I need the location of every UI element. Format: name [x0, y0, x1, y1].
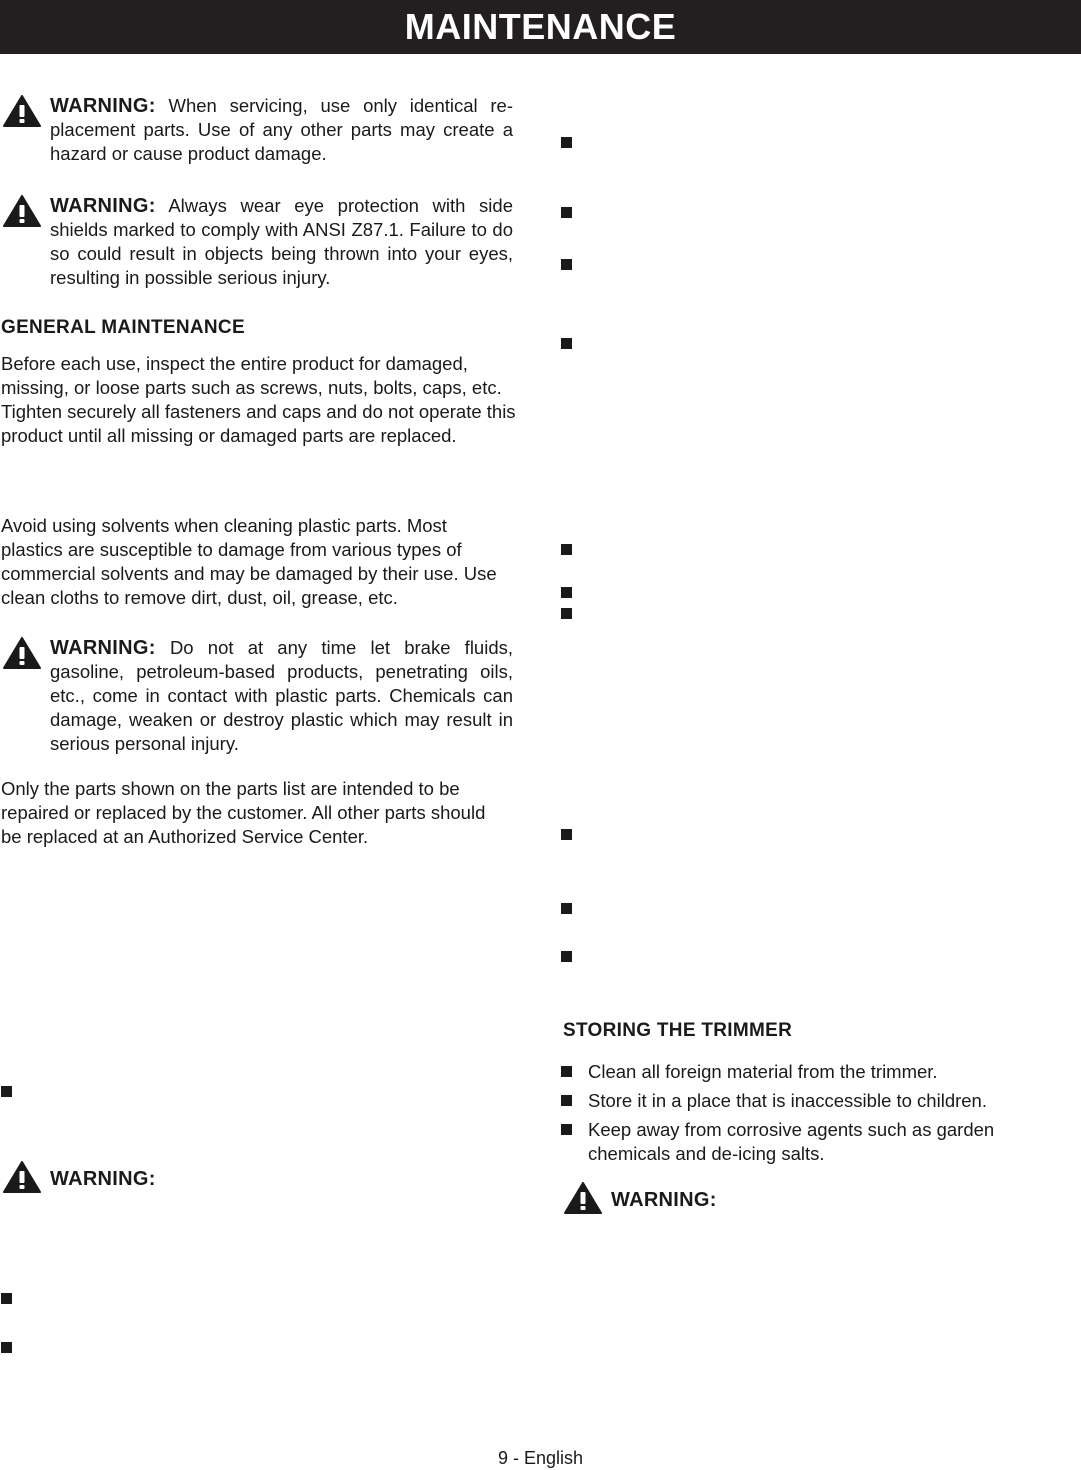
bullet-square [561, 207, 572, 218]
warning-icon [3, 95, 41, 127]
list-item-text: Keep away from corrosive agents such as garden chemicals and de-icing salts. [588, 1119, 995, 1164]
bullet-square [1, 1086, 12, 1097]
warning-icon [3, 195, 41, 227]
bullet-square [561, 587, 572, 598]
warning-label: WARNING: [50, 95, 156, 117]
general-maintenance-inspect-paragraph: Before each use, inspect the entire product for damaged, missing, or loose parts such as screws, nuts, bolts, caps, etc. Tighten securely all fasteners and caps and do not operate this product until all missing or damaged parts are replaced. [1, 353, 516, 446]
warning-eye-protection [3, 194, 513, 290]
general-maintenance-heading: GENERAL MAINTENANCE [1, 317, 245, 338]
warning-text: Do not at any time let brake fluids, gasoline, petroleum-based products, penetrating oils, etc., come in contact with plastic parts. Chemicals can damage, weaken or destroy plastic which may result in serious personal injury. [50, 637, 514, 754]
parts-list-paragraph: Only the parts shown on the parts list are intended to be repaired or replaced by the customer. All other parts should be replaced at an Authorized Service Center. [1, 778, 486, 847]
warning-icon [3, 1161, 41, 1193]
bullet-square [1, 1293, 12, 1304]
list-item [561, 1118, 1031, 1166]
solvents-paragraph: Avoid using solvents when cleaning plastic parts. Most plastics are susceptible to damage from various types of commercial solvents and may be damaged by their use. Use clean cloths to remove dirt, dust, oil, grease, etc. [1, 515, 497, 608]
page-title: MAINTENANCE [0, 0, 1081, 54]
warning-text: Always wear eye protection with side shields marked to comply with ANSI Z87.1. Failure to do so could result in objects being thrown into your eyes, resulting in possible serious injury. [50, 195, 513, 288]
warning-icon [564, 1182, 602, 1214]
bullet-square [561, 1095, 572, 1106]
bullet-square [561, 338, 572, 349]
warning-label: WARNING: [50, 637, 156, 659]
warning-replacement-parts [3, 94, 513, 166]
bullet-square [561, 137, 572, 148]
bullet-square [561, 1124, 572, 1135]
bullet-square [561, 951, 572, 962]
bullet-square [561, 259, 572, 270]
warning-label: WARNING: [50, 1168, 156, 1190]
list-item [561, 1089, 1041, 1113]
list-item-text: Clean all foreign material from the trimmer. [588, 1061, 938, 1082]
warning-text: When servicing, use only identical re-placement parts. Use of any other parts may create a hazard or cause product damage. [50, 95, 514, 164]
bullet-square [561, 1066, 572, 1077]
bullet-square [561, 829, 572, 840]
bullet-square [561, 544, 572, 555]
warning-label: WARNING: [50, 195, 156, 217]
list-item [561, 1060, 1041, 1084]
warning-label: WARNING: [611, 1189, 717, 1211]
bullet-square [1, 1342, 12, 1353]
bullet-square [561, 608, 572, 619]
warning-brake-fluids [3, 636, 513, 756]
list-item-text: Store it in a place that is inaccessible to children. [588, 1090, 987, 1111]
warning-icon [3, 637, 41, 669]
page-footer: 9 - English [497, 1448, 584, 1468]
bullet-square [561, 903, 572, 914]
storing-trimmer-heading: STORING THE TRIMMER [563, 1020, 793, 1041]
